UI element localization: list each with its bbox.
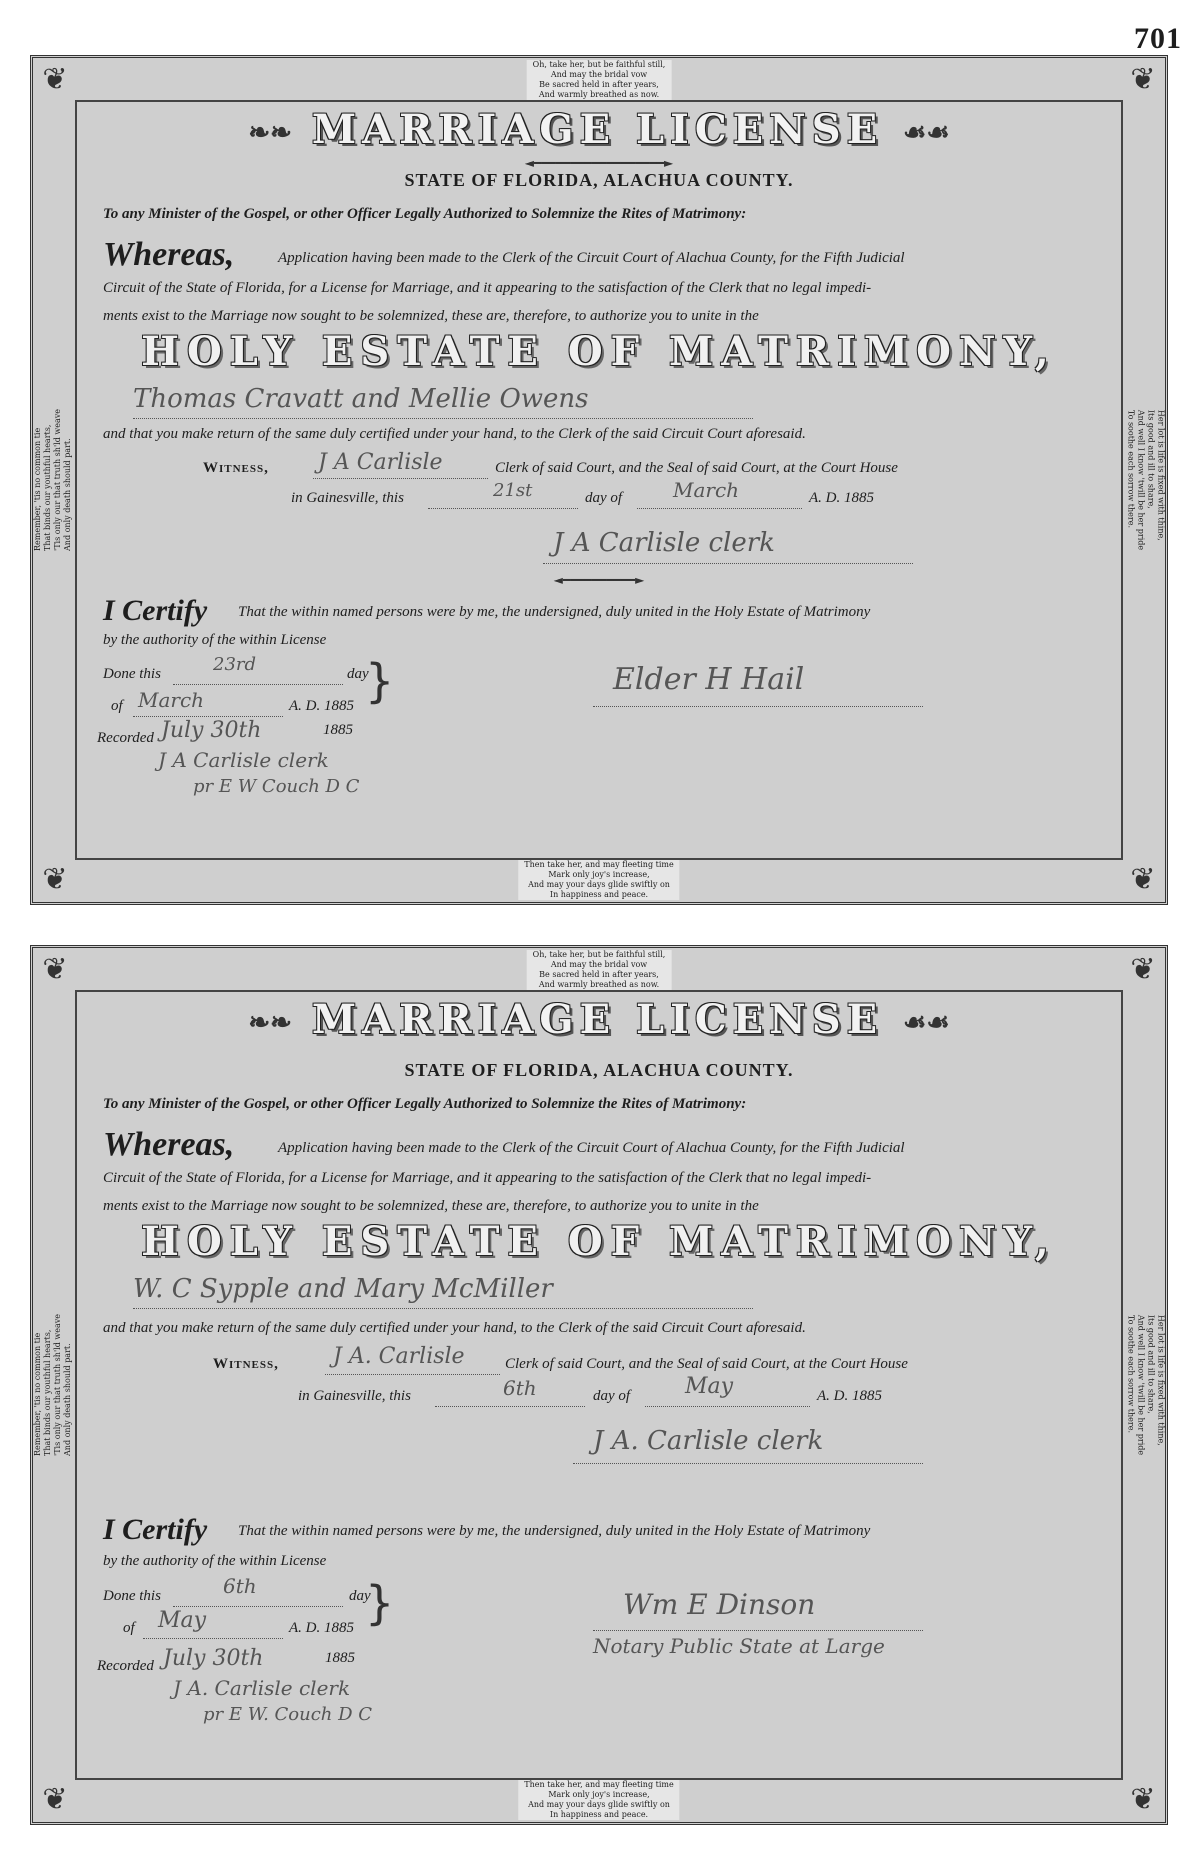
- done-month-value: May: [158, 1608, 207, 1633]
- side-verse-left: Remember, 'tis no common tie That binds our youthful hearts, 'Tis only our that truth sh'ld weave And only death should part.: [33, 409, 72, 551]
- officiant-signature: Elder H Hail: [613, 662, 805, 697]
- authority-text: by the authority of the within License: [103, 1553, 327, 1569]
- done-ad-text: A. D. 1885: [289, 698, 354, 714]
- recorded-deputy-clerk: pr E W Couch D C: [193, 776, 360, 797]
- side-verse-right: Her lot is life is fixed with thine, Its good and ill to share, And well I know 'twill be her pride To soothe each sorrow there.: [1126, 409, 1165, 551]
- state-heading: STATE OF FLORIDA, ALACHUA COUNTY.: [404, 170, 794, 190]
- certify-heading: I Certify: [103, 1513, 208, 1546]
- marriage-license-1: [30, 55, 1168, 905]
- holy-estate-heading: HOLY ESTATE OF MATRIMONY,: [141, 328, 1057, 375]
- witness-signature: J A. Carlisle: [333, 1344, 465, 1369]
- license-title: ❧❧ MARRIAGE LICENSE ☙☙: [248, 106, 950, 153]
- done-this-label: Done this: [103, 1588, 161, 1604]
- officiant-signature: Wm E Dinson: [623, 1588, 816, 1621]
- authority-text: by the authority of the within License: [103, 632, 327, 648]
- witness-text: Clerk of said Court, and the Seal of said Court, at the Court House: [505, 1356, 908, 1372]
- witness-label: Witness,: [213, 1356, 279, 1372]
- side-verse-left: Remember, 'tis no common tie That binds our youthful hearts, 'Tis only our that truth sh'ld weave And only death should part.: [33, 1314, 72, 1456]
- recorded-label: Recorded: [97, 1658, 154, 1674]
- divider-arrow-icon: ◄━━━━━━━━━━►: [553, 573, 645, 587]
- brace-icon: }: [365, 1576, 395, 1630]
- verse-top: Oh, take her, but be faithful still, And may the bridal vow Be sacred held in after years, And warmly breathed as now.: [527, 950, 672, 990]
- flourish-icon: ❧❧: [248, 118, 292, 148]
- verse-bottom: Then take her, and may fleeting time Mark only joy's increase, And may your days glide swiftly on In happiness and peace.: [518, 860, 679, 900]
- return-text: and that you make return of the same duly certified under your hand, to the Clerk of the said Circuit Court aforesaid.: [103, 1320, 806, 1336]
- done-month-value: March: [138, 688, 205, 712]
- recorded-year: 1885: [325, 1650, 355, 1666]
- brace-icon: }: [365, 654, 395, 708]
- month-value: March: [673, 478, 740, 502]
- state-heading: STATE OF FLORIDA, ALACHUA COUNTY.: [404, 1060, 794, 1080]
- corner-ornament-icon: ❦: [42, 862, 68, 897]
- corner-ornament-icon: ❦: [1130, 862, 1156, 897]
- corner-ornament-icon: ❦: [42, 1782, 68, 1817]
- whereas-line-3: ments exist to the Marriage now sought to be solemnized, these are, therefore, to authorize you to unite in the: [103, 1198, 759, 1214]
- certify-text: That the within named persons were by me, the undersigned, duly united in the Holy Estate of Matrimony: [238, 1523, 871, 1539]
- address-line: To any Minister of the Gospel, or other Officer Legally Authorized to Solemnize the Rites of Matrimony:: [103, 206, 747, 222]
- corner-ornament-icon: ❦: [1130, 952, 1156, 987]
- done-this-label: Done this: [103, 666, 161, 682]
- couple-names: W. C Sypple and Mary McMiller: [133, 1274, 753, 1309]
- verse-top: Oh, take her, but be faithful still, And may the bridal vow Be sacred held in after years, And warmly breathed as now.: [527, 60, 672, 100]
- whereas-heading: Whereas,: [103, 236, 235, 273]
- corner-ornament-icon: ❦: [1130, 1782, 1156, 1817]
- ad-text: A. D. 1885: [809, 490, 874, 506]
- license-title: ❧❧ MARRIAGE LICENSE ☙☙: [248, 996, 950, 1043]
- recorded-date: July 30th: [161, 718, 262, 743]
- done-ad-text: A. D. 1885: [289, 1620, 354, 1636]
- day-value: 21st: [493, 480, 533, 501]
- day-label: day: [347, 666, 369, 682]
- divider-arrow-icon: ◄━━━━━━━━━━━━━━━━━━►: [524, 156, 674, 170]
- certify-heading: I Certify: [103, 594, 208, 627]
- day-value: 6th: [503, 1376, 537, 1400]
- recorded-label: Recorded: [97, 730, 154, 746]
- flourish-icon: ☙☙: [903, 1008, 950, 1038]
- recorded-clerk: J A. Carlisle clerk: [173, 1676, 351, 1700]
- recorded-date: July 30th: [163, 1646, 264, 1671]
- day-label: day: [349, 1588, 371, 1604]
- verse-bottom: Then take her, and may fleeting time Mark only joy's increase, And may your days glide swiftly on In happiness and peace.: [518, 1780, 679, 1820]
- side-verse-right: Her lot is life is fixed with thine, Its good and ill to share, And well I know 'twill be her pride To soothe each sorrow there.: [1126, 1314, 1165, 1456]
- whereas-line-2: Circuit of the State of Florida, for a License for Marriage, and it appearing to the satisfaction of the Clerk that no legal impedi-: [103, 280, 872, 296]
- day-of-text: day of: [593, 1388, 631, 1404]
- whereas-line-2: Circuit of the State of Florida, for a License for Marriage, and it appearing to the satisfaction of the Clerk that no legal impedi-: [103, 1170, 872, 1186]
- whereas-line-3: ments exist to the Marriage now sought to be solemnized, these are, therefore, to authorize you to unite in the: [103, 308, 759, 324]
- page-number: 701: [1134, 22, 1182, 55]
- of-label: of: [123, 1620, 135, 1636]
- couple-names: Thomas Cravatt and Mellie Owens: [133, 384, 753, 419]
- whereas-line-1: Application having been made to the Clerk of the Circuit Court of Alachua County, for the Fifth Judicial: [278, 250, 905, 266]
- address-line: To any Minister of the Gospel, or other Officer Legally Authorized to Solemnize the Rites of Matrimony:: [103, 1096, 747, 1112]
- month-value: May: [685, 1374, 734, 1399]
- day-of-text: day of: [585, 490, 623, 506]
- recorded-year: 1885: [323, 722, 353, 738]
- flourish-icon: ☙☙: [903, 118, 950, 148]
- done-day-value: 23rd: [213, 654, 257, 675]
- clerk-signature: J A. Carlisle clerk: [593, 1426, 824, 1456]
- clerk-signature: J A Carlisle clerk: [553, 528, 775, 558]
- corner-ornament-icon: ❦: [42, 62, 68, 97]
- recorded-clerk: J A Carlisle clerk: [158, 748, 329, 772]
- return-text: and that you make return of the same duly certified under your hand, to the Clerk of the said Circuit Court aforesaid.: [103, 426, 806, 442]
- witness-signature: J A Carlisle: [318, 450, 443, 475]
- corner-ornament-icon: ❦: [42, 952, 68, 987]
- ad-text: A. D. 1885: [817, 1388, 882, 1404]
- witness-text: Clerk of said Court, and the Seal of said Court, at the Court House: [495, 460, 898, 476]
- whereas-heading: Whereas,: [103, 1126, 235, 1163]
- certify-text: That the within named persons were by me, the undersigned, duly united in the Holy Estate of Matrimony: [238, 604, 871, 620]
- in-gainesville-text: in Gainesville, this: [298, 1388, 411, 1404]
- in-gainesville-text: in Gainesville, this: [291, 490, 404, 506]
- of-label: of: [111, 698, 123, 714]
- officiant-title: Notary Public State at Large: [593, 1634, 885, 1658]
- marriage-license-2: [30, 945, 1168, 1825]
- whereas-line-1: Application having been made to the Clerk of the Circuit Court of Alachua County, for the Fifth Judicial: [278, 1140, 905, 1156]
- recorded-deputy-clerk: pr E W. Couch D C: [203, 1704, 373, 1725]
- done-day-value: 6th: [223, 1574, 257, 1598]
- witness-label: Witness,: [203, 460, 269, 476]
- corner-ornament-icon: ❦: [1130, 62, 1156, 97]
- flourish-icon: ❧❧: [248, 1008, 292, 1038]
- holy-estate-heading: HOLY ESTATE OF MATRIMONY,: [141, 1218, 1057, 1265]
